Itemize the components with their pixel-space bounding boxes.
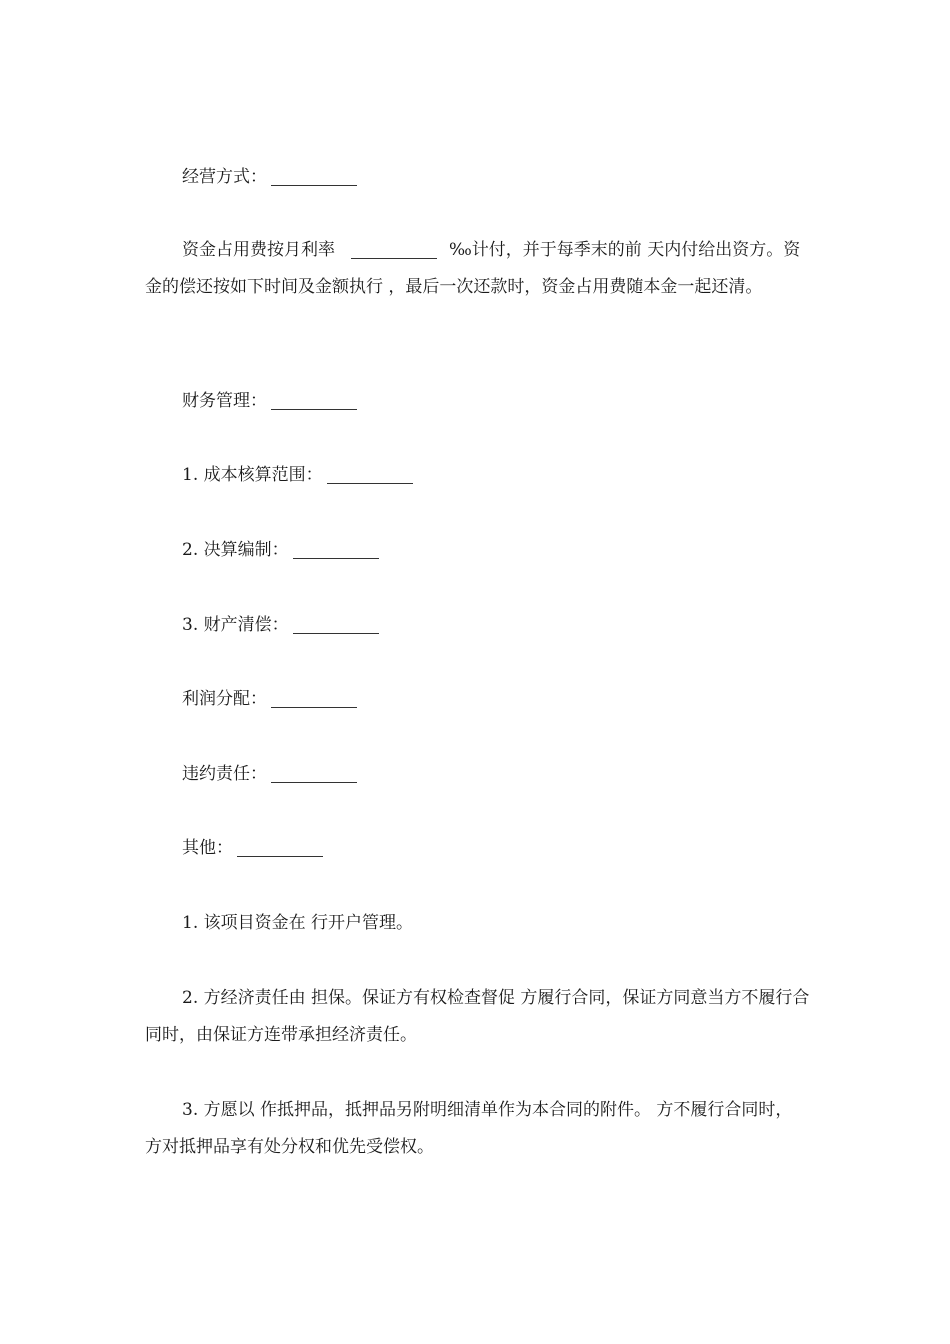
other-blank bbox=[237, 855, 323, 857]
business-mode-blank bbox=[271, 184, 357, 186]
finance-management-label: 财务管理： bbox=[182, 391, 267, 411]
collateral-text: 3. 方愿以 作抵押品，抵押品另附明细清单作为本合同的附件。 方不履行合同时， 方对抵押品享有处分权和优先受偿权。 bbox=[145, 1100, 793, 1157]
other-label: 其他： bbox=[182, 838, 233, 858]
profit-distribution-line bbox=[145, 681, 810, 718]
breach-liability-blank bbox=[271, 781, 357, 783]
profit-distribution-blank bbox=[271, 706, 357, 708]
final-accounts-blank bbox=[293, 557, 379, 559]
cost-scope-line bbox=[145, 457, 810, 494]
guarantee-paragraph bbox=[145, 980, 810, 1054]
finance-management-blank bbox=[271, 408, 357, 410]
finance-management-line bbox=[145, 383, 810, 420]
business-mode-label: 经营方式： bbox=[182, 167, 267, 187]
property-settlement-label: 3. 财产清偿： bbox=[182, 615, 289, 635]
capital-fee-text-2: ‰计付，并于每季末的前 天内付给出资方。资金的偿还按如下时间及金额执行 ，最后一次还款时，资金占用费随本金一起还清。 bbox=[145, 240, 801, 297]
other-line bbox=[145, 830, 810, 867]
property-settlement-line bbox=[145, 607, 810, 644]
guarantee-text: 2. 方经济责任由 担保。保证方有权检查督促 方履行合同，保证方同意当方不履行合同时，由保证方连带承担经济责任。 bbox=[145, 988, 810, 1045]
breach-liability-label: 违约责任： bbox=[182, 764, 267, 784]
capital-fee-text-1: 资金占用费按月利率 bbox=[182, 240, 335, 260]
final-accounts-line bbox=[145, 532, 810, 569]
account-management-text: 1. 该项目资金在 行开户管理。 bbox=[182, 913, 414, 933]
account-management-line bbox=[145, 905, 810, 942]
final-accounts-label: 2. 决算编制： bbox=[182, 540, 289, 560]
profit-distribution-label: 利润分配： bbox=[182, 689, 267, 709]
cost-scope-blank bbox=[327, 482, 413, 484]
breach-liability-line bbox=[145, 756, 810, 793]
capital-fee-paragraph bbox=[145, 232, 810, 306]
property-settlement-blank bbox=[293, 632, 379, 634]
business-mode-line bbox=[145, 159, 810, 196]
cost-scope-label: 1. 成本核算范围： bbox=[182, 465, 323, 485]
collateral-paragraph bbox=[145, 1092, 810, 1166]
monthly-rate-blank bbox=[351, 257, 437, 259]
